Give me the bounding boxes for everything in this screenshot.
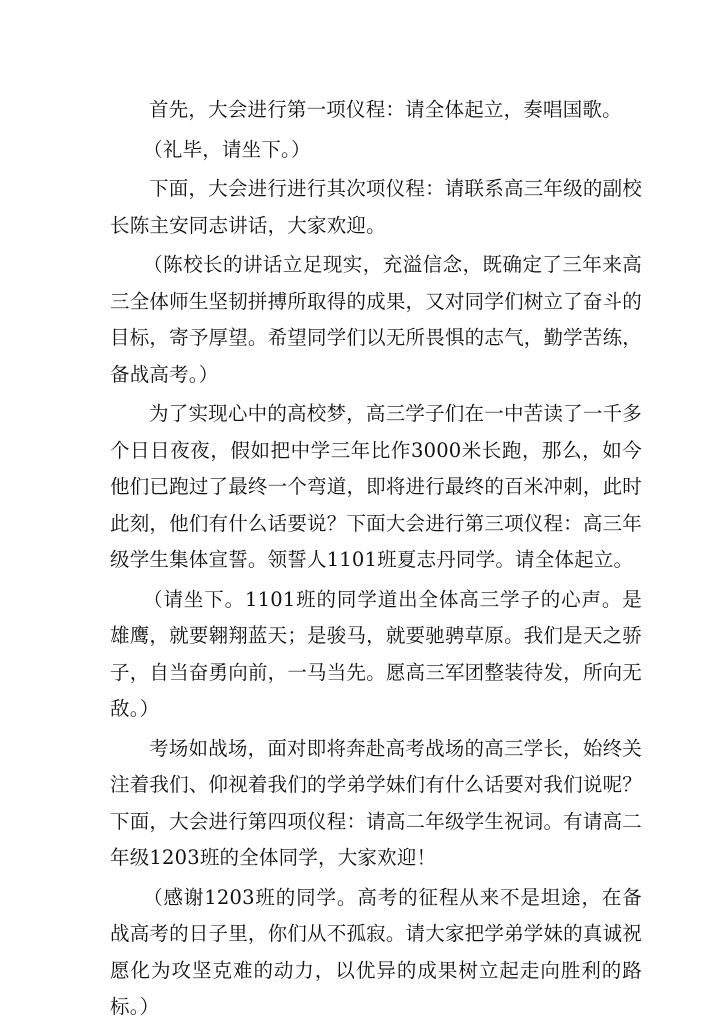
paragraph-note-sit-down: （礼毕，请坐下。）: [143, 137, 311, 161]
paragraph-principal-speech: 下面，大会进行进行其次项仪程：请联系高三年级的副校长陈主安同志讲话，大家欢迎。: [110, 177, 642, 237]
paragraph-note-blessing: （感谢1203班的同学。高考的征程从来不是坦途，在备战高考的日子里，你们从不孤寂。请大家把学弟学妹的真诚祝愿化为攻坚克难的动力，以优异的成果树立起走向胜利的路标。）: [110, 885, 642, 1018]
paragraph-grade-two-blessing: 考场如战场，面对即将奔赴高考战场的高三学长，始终关注着我们、仰视着我们的学弟学妹们有什么话要对我们说呢？下面，大会进行第四项仪程：请高二年级学生祝词。有请高二年级1203班的全体同学，大家欢迎！: [110, 736, 642, 869]
document-body: [110, 92, 642, 1026]
paragraph-note-principal: （陈校长的讲话立足现实，充溢信念，既确定了三年来高三全体师生坚韧拼搏所取得的成果，又对同学们树立了奋斗的目标，寄予厚望。希望同学们以无所畏惧的志气，勤学苦练，备战高考。）: [110, 253, 642, 386]
paragraph-note-oath: （请坐下。1101班的同学道出全体高三学子的心声。是雄鹰，就要翱翔蓝天；是骏马，就要驰骋草原。我们是天之骄子，自当奋勇向前，一马当先。愿高三军团整装待发，所向无敌。）: [110, 587, 642, 720]
paragraph-anthem: 首先，大会进行第一项仪程：请全体起立，奏唱国歌。: [149, 98, 622, 121]
paragraph-oath: 为了实现心中的高校梦，高三学子们在一中苦读了一千多个日日夜夜，假如把中学三年比作3000米长跑，那么，如今他们已跑过了最终一个弯道，即将进行最终的百米冲刺，此时此刻，他们有什么话要说？下面大会进行第三项仪程：高三年级学生集体宣誓。领誓人1101班夏志丹同学。请全体起立。: [110, 402, 642, 571]
